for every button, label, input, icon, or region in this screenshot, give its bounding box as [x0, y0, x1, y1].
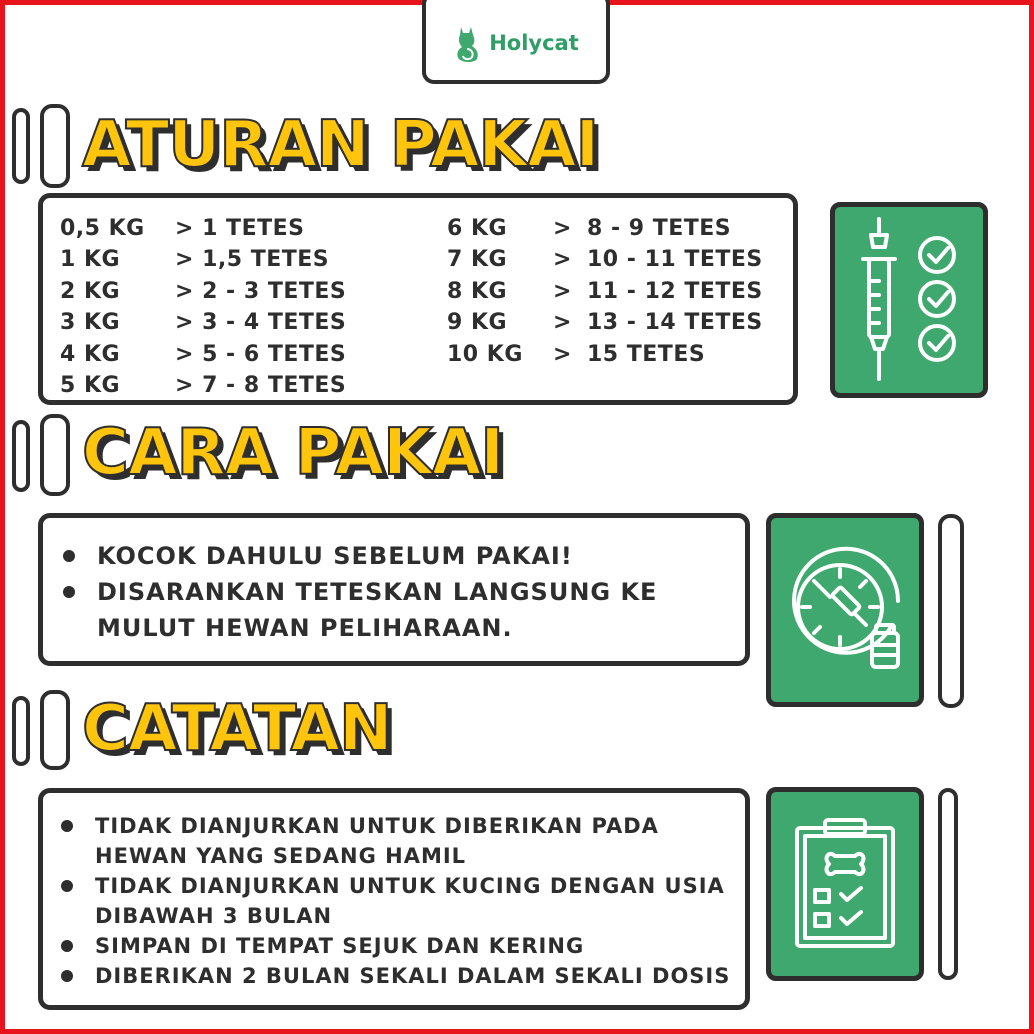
brand-logo: [422, 0, 610, 84]
dose-weight: 9 KG: [447, 310, 508, 335]
syringe-checklist-panel: [830, 202, 988, 398]
clock-syringe-panel: [766, 513, 924, 707]
clock-syringe-icon: [780, 545, 910, 675]
notes-list: [61, 811, 731, 991]
dose-weight: 3 KG: [60, 310, 121, 335]
dose-arrow: >: [553, 342, 572, 367]
decor-pill: [12, 108, 30, 184]
section-title-cara-pakai: CARA PAKAI: [82, 416, 504, 490]
dose-drops: > 2 - 3 TETES: [175, 279, 347, 304]
dose-weight: 8 KG: [447, 279, 508, 304]
dose-drops: 13 - 14 TETES: [587, 310, 763, 335]
brand-name: Holycat: [489, 31, 579, 55]
usage-list: [63, 538, 723, 646]
dose-drops: > 7 - 8 TETES: [175, 373, 347, 398]
decor-pill: [40, 414, 70, 496]
section-title-catatan: CATATAN: [82, 692, 392, 766]
section-title-aturan-pakai: ATURAN PAKAI: [82, 108, 599, 182]
dose-drops: 15 TETES: [587, 342, 706, 367]
cat-logo-icon: [453, 23, 481, 63]
dose-drops: > 1,5 TETES: [175, 247, 330, 272]
list-item: DIBERIKAN 2 BULAN SEKALI DALAM SEKALI DOSIS: [61, 961, 731, 991]
dose-weight: 2 KG: [60, 279, 121, 304]
dose-weight: 1 KG: [60, 247, 121, 272]
dose-weight: 0,5 KG: [60, 216, 145, 241]
dose-weight: 10 KG: [447, 342, 523, 367]
dose-arrow: >: [553, 279, 572, 304]
dose-arrow: >: [553, 216, 572, 241]
dose-drops: 10 - 11 TETES: [587, 247, 763, 272]
usage-instructions-box: [38, 513, 750, 666]
decor-pill: [938, 514, 964, 708]
dose-drops: > 3 - 4 TETES: [175, 310, 347, 335]
list-item: TIDAK DIANJURKAN UNTUK KUCING DENGAN USIA DIBAWAH 3 BULAN: [61, 871, 731, 931]
syringe-checklist-icon: [849, 215, 969, 385]
dose-drops: > 1 TETES: [175, 216, 305, 241]
dose-weight: 6 KG: [447, 216, 508, 241]
decor-pill: [12, 696, 30, 766]
dose-weight: 4 KG: [60, 342, 121, 367]
dose-weight: 5 KG: [60, 373, 121, 398]
notes-box: [38, 788, 750, 1010]
clipboard-bone-panel: [766, 787, 924, 981]
decor-pill: [938, 788, 958, 980]
decor-pill: [40, 104, 70, 188]
list-item: TIDAK DIANJURKAN UNTUK DIBERIKAN PADA HEWAN YANG SEDANG HAMIL: [61, 811, 731, 871]
list-item: SIMPAN DI TEMPAT SEJUK DAN KERING: [61, 931, 731, 961]
dosage-table: [38, 193, 798, 405]
dose-arrow: >: [553, 310, 572, 335]
decor-pill: [40, 690, 70, 770]
dose-drops: 8 - 9 TETES: [587, 216, 732, 241]
dose-arrow: >: [553, 247, 572, 272]
clipboard-bone-icon: [785, 814, 905, 954]
list-item: KOCOK DAHULU SEBELUM PAKAI!: [63, 538, 723, 574]
list-item: DISARANKAN TETESKAN LANGSUNG KE MULUT HEWAN PELIHARAAN.: [63, 574, 723, 646]
dose-drops: > 5 - 6 TETES: [175, 342, 347, 367]
decor-pill: [12, 420, 30, 492]
dose-weight: 7 KG: [447, 247, 508, 272]
dose-drops: 11 - 12 TETES: [587, 279, 763, 304]
